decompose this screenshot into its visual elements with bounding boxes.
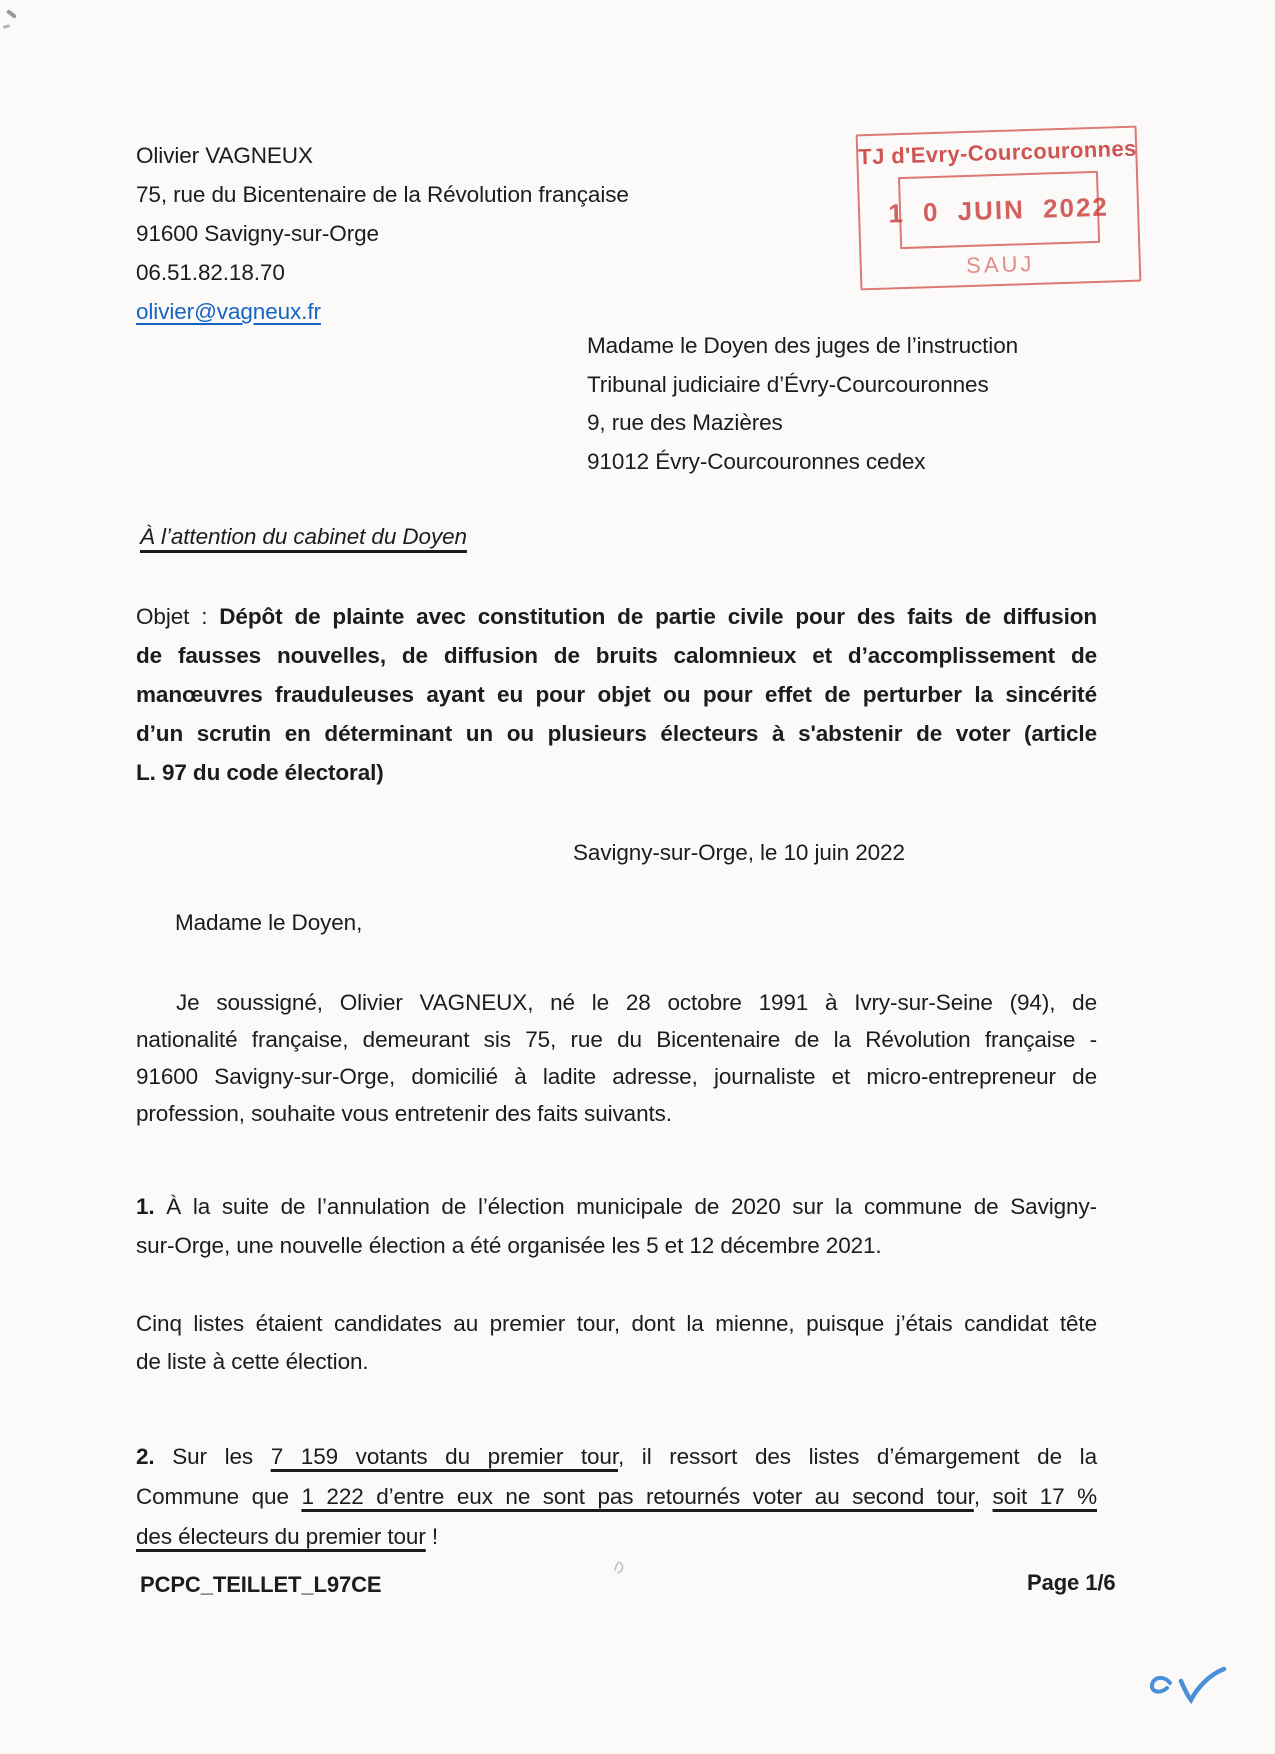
court-reception-stamp [856,126,1142,291]
stamp-date-box [887,171,1110,249]
recipient-line: 9, rue des Mazières [587,410,783,435]
footer-reference: PCPC_TEILLET_L97CE [140,1572,382,1597]
paragraph-line: Je soussigné, Olivier VAGNEUX, né le 28 octobre 1991 à Ivry-sur-Seine (94), de [176,990,1097,1015]
paragraph-line [136,1187,1097,1226]
paragraph-line: de liste à cette élection. [136,1349,369,1374]
footer-page-number: Page 1/6 [1027,1570,1116,1595]
recipient-block [587,327,1018,481]
paragraph-text: Commune que [136,1484,302,1509]
scan-speck-artifact [6,9,17,19]
introduction-paragraph [136,984,1097,1132]
paragraph-text: Sur les [154,1444,271,1469]
subject-line: d’un scrutin en déterminant un ou plusieurs électeurs à s'abstenir de voter (article [136,721,1097,746]
subject-text: Dépôt de plainte avec constitution de partie civile pour des faits de diffusion [219,604,1098,629]
paragraph-text: , [973,1484,993,1509]
paragraph-text: À la suite de l’annulation de l’élection municipale de 2020 sur la commune de Savigny- [154,1194,1097,1219]
paragraph-number: 2. [136,1444,155,1469]
recipient-line: Madame le Doyen des juges de l’instruction [587,333,1019,358]
sender-address-line2: 91600 Savigny-sur-Orge [136,221,379,246]
scan-speck-artifact [3,24,11,29]
subject-block [136,597,1097,792]
subject-line [136,597,1097,636]
recipient-line: Tribunal judiciaire d’Évry-Courcouronnes [587,371,989,397]
date-place-line: Savigny-sur-Orge, le 10 juin 2022 [573,840,905,865]
attention-line: À l’attention du cabinet du Doyen [140,524,467,549]
underlined-text: 7 159 votants du premier tour [270,1444,618,1469]
stamp-date: 1 0 JUIN 2022 [887,191,1110,228]
sender-email-link[interactable]: olivier@vagneux.fr [136,299,321,324]
sender-block [136,136,629,331]
scan-squiggle-artifact [612,1556,626,1578]
paragraph-text: ! [425,1524,439,1549]
paragraph-text: , il ressort des listes d’émargement de la [618,1444,1097,1469]
subject-line: L. 97 du code électoral) [136,760,384,785]
subject-label: Objet : [136,604,220,629]
paragraph-line: sur-Orge, une nouvelle élection a été organisée les 5 et 12 décembre 2021. [136,1233,882,1258]
recipient-line: 91012 Évry-Courcouronnes cedex [587,448,926,474]
paragraph-line [136,1517,1097,1557]
greeting-line: Madame le Doyen, [175,910,363,935]
stamp-court-name: TJ d'Evry-Courcouronnes [857,135,1138,170]
paragraph-line: nationalité française, demeurant sis 75, rue du Bicentenaire de la Révolution française - [136,1027,1097,1052]
paragraph-line [136,1437,1097,1477]
sender-name: Olivier VAGNEUX [136,143,313,168]
paragraph-number: 1. [136,1194,155,1219]
fact-paragraph-1 [136,1187,1097,1265]
sender-phone: 06.51.82.18.70 [136,260,285,285]
subject-line: manœuvres frauduleuses ayant eu pour objet ou pour effet de perturber la sincérité [136,682,1097,707]
underlined-text: des électeurs du premier tour [136,1524,426,1549]
paragraph-line: Cinq listes étaient candidates au premier tour, dont la mienne, puisque j’étais candidat tête [136,1311,1097,1336]
handwritten-initials [1148,1666,1232,1714]
underlined-text: soit 17 % [992,1484,1097,1509]
paragraph-line: profession, souhaite vous entretenir des faits suivants. [136,1101,672,1126]
subject-line: de fausses nouvelles, de diffusion de bruits calomnieux et d’accomplissement de [136,643,1097,668]
paragraph-line [136,1477,1097,1517]
paragraph-line: 91600 Savigny-sur-Orge, domicilié à ladite adresse, journaliste et micro-entrepreneur de [136,1064,1097,1089]
underlined-text: 1 222 d’entre eux ne sont pas retournés voter au second tour [301,1484,974,1509]
fact-paragraph-2 [136,1437,1097,1557]
stamp-service-code: SAUJ [965,250,1035,279]
sender-address-line1: 75, rue du Bicentenaire de la Révolution française [136,182,629,207]
fact-paragraph-lists [136,1305,1097,1381]
